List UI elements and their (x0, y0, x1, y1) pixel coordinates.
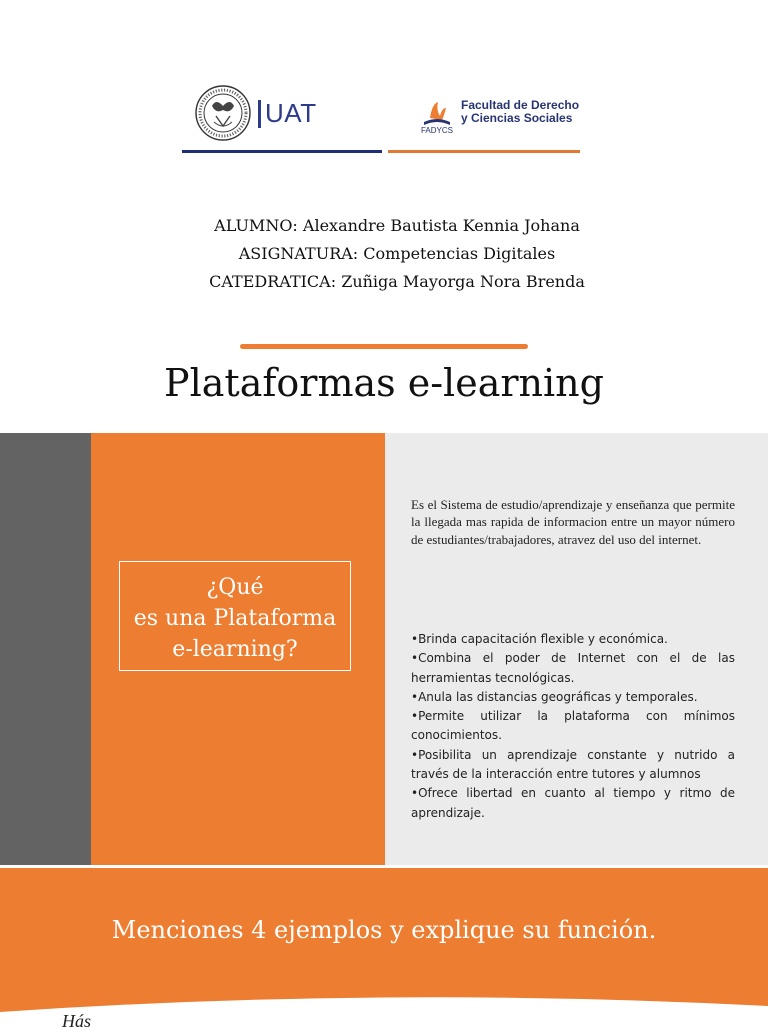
definition-text: Es el Sistema de estudio/aprendizaje y enseñanza que permite la llegada mas rapida de informacion entre un mayor número de estudiantes/trabajadores, atravez del uso del internet. (411, 497, 735, 547)
student-info (0, 212, 768, 296)
partial-next-line-text: Hás (62, 1011, 92, 1031)
uat-logo (258, 98, 317, 129)
features-list-item: •Anula las distancias geográficas y temporales. (411, 689, 698, 704)
question-line3: e-learning? (172, 637, 298, 662)
student-name: ALUMNO: Alexandre Bautista Kennia Johana (214, 216, 580, 235)
features-list-item: •Permite utilizar la plataforma con mínimos conocimientos. (411, 709, 735, 743)
logo-underline-blue (182, 150, 382, 153)
features-list-item: •Combina el poder de Internet con el de las herramientas tecnológicas. (411, 651, 735, 685)
course-name: ASIGNATURA: Competencias Digitales (238, 244, 556, 263)
features-list (411, 630, 735, 823)
features-list-item: •Posibilita un aprendizaje constante y nutrido a través de la interacción entre tutores y alumnos (411, 747, 735, 782)
fadycs-name (461, 99, 579, 125)
question-panel (91, 433, 385, 865)
question-box (119, 561, 351, 671)
question-line2: es una Plataforma (133, 606, 337, 631)
fadycs-abbreviation: FADYCS (420, 126, 454, 134)
uat-logo-text: UAT (265, 98, 317, 128)
page-title: Plataformas e-learning (164, 361, 604, 405)
fadycs-emblem-icon (418, 98, 456, 134)
uat-logo-bar (258, 100, 261, 128)
university-seal-icon (194, 84, 252, 142)
fadycs-logo (418, 96, 588, 136)
fadycs-name-line2: y Ciencias Sociales (461, 111, 573, 125)
logo-underline-orange (388, 150, 580, 153)
fadycs-name-line1: Facultad de Derecho (461, 98, 580, 112)
features-list-item: •Ofrece libertad en cuanto al tiempo y ritmo de aprendizaje. (411, 786, 735, 820)
title-accent-line (240, 344, 528, 349)
logo-header (182, 80, 588, 162)
features-list-item: •Brinda capacitación flexible y económica. (411, 632, 668, 646)
answer-panel (385, 433, 768, 865)
question-line1: ¿Qué (206, 575, 264, 600)
bottom-banner-text: Menciones 4 ejemplos y explique su función. (111, 916, 657, 944)
teacher-name: CATEDRATICA: Zuñiga Mayorga Nora Brenda (209, 272, 585, 291)
bottom-wave-divider (0, 996, 768, 1024)
left-grey-strip (0, 433, 91, 865)
